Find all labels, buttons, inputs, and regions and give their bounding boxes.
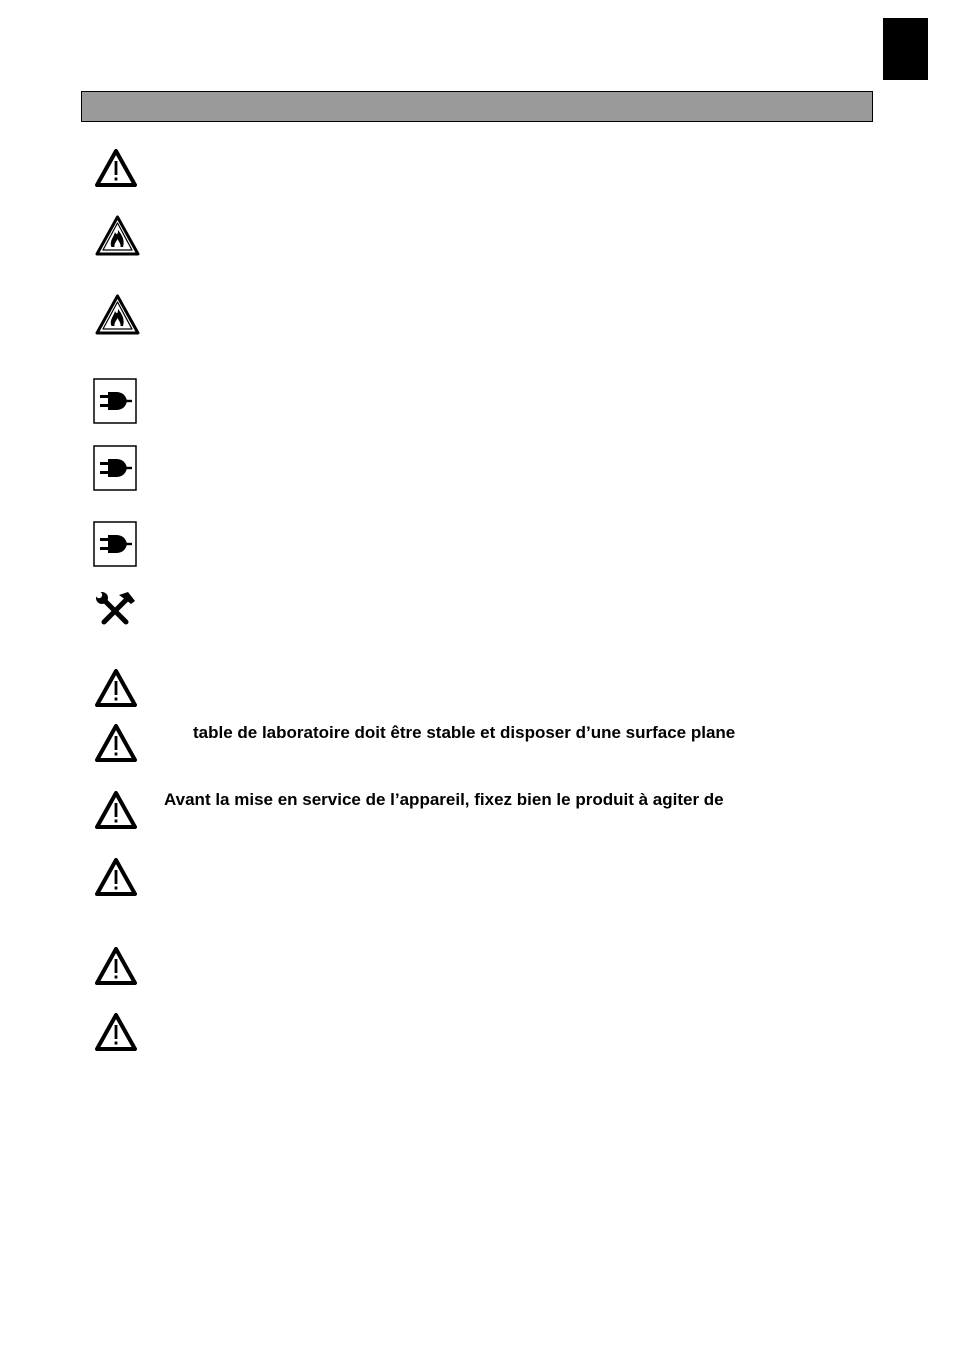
warning-icon: [94, 1012, 138, 1052]
flammable-icon: [94, 214, 141, 257]
safety-note-text: Avant la mise en service de l’appareil, fixez bien le produit à agiter de: [164, 790, 724, 809]
plug-icon: [93, 521, 137, 567]
warning-icon: [94, 148, 138, 188]
warning-icon: [94, 946, 138, 986]
warning-icon: [94, 668, 138, 708]
language-tab: [883, 18, 928, 80]
warning-icon: [94, 723, 138, 763]
section-header-bar: [81, 91, 873, 122]
tools-icon: [95, 591, 137, 627]
flammable-icon: [94, 293, 141, 336]
plug-icon: [93, 445, 137, 491]
warning-icon: [94, 857, 138, 897]
plug-icon: [93, 378, 137, 424]
safety-note-text: table de laboratoire doit être stable et disposer d’une surface plane: [193, 723, 736, 742]
warning-icon: [94, 790, 138, 830]
